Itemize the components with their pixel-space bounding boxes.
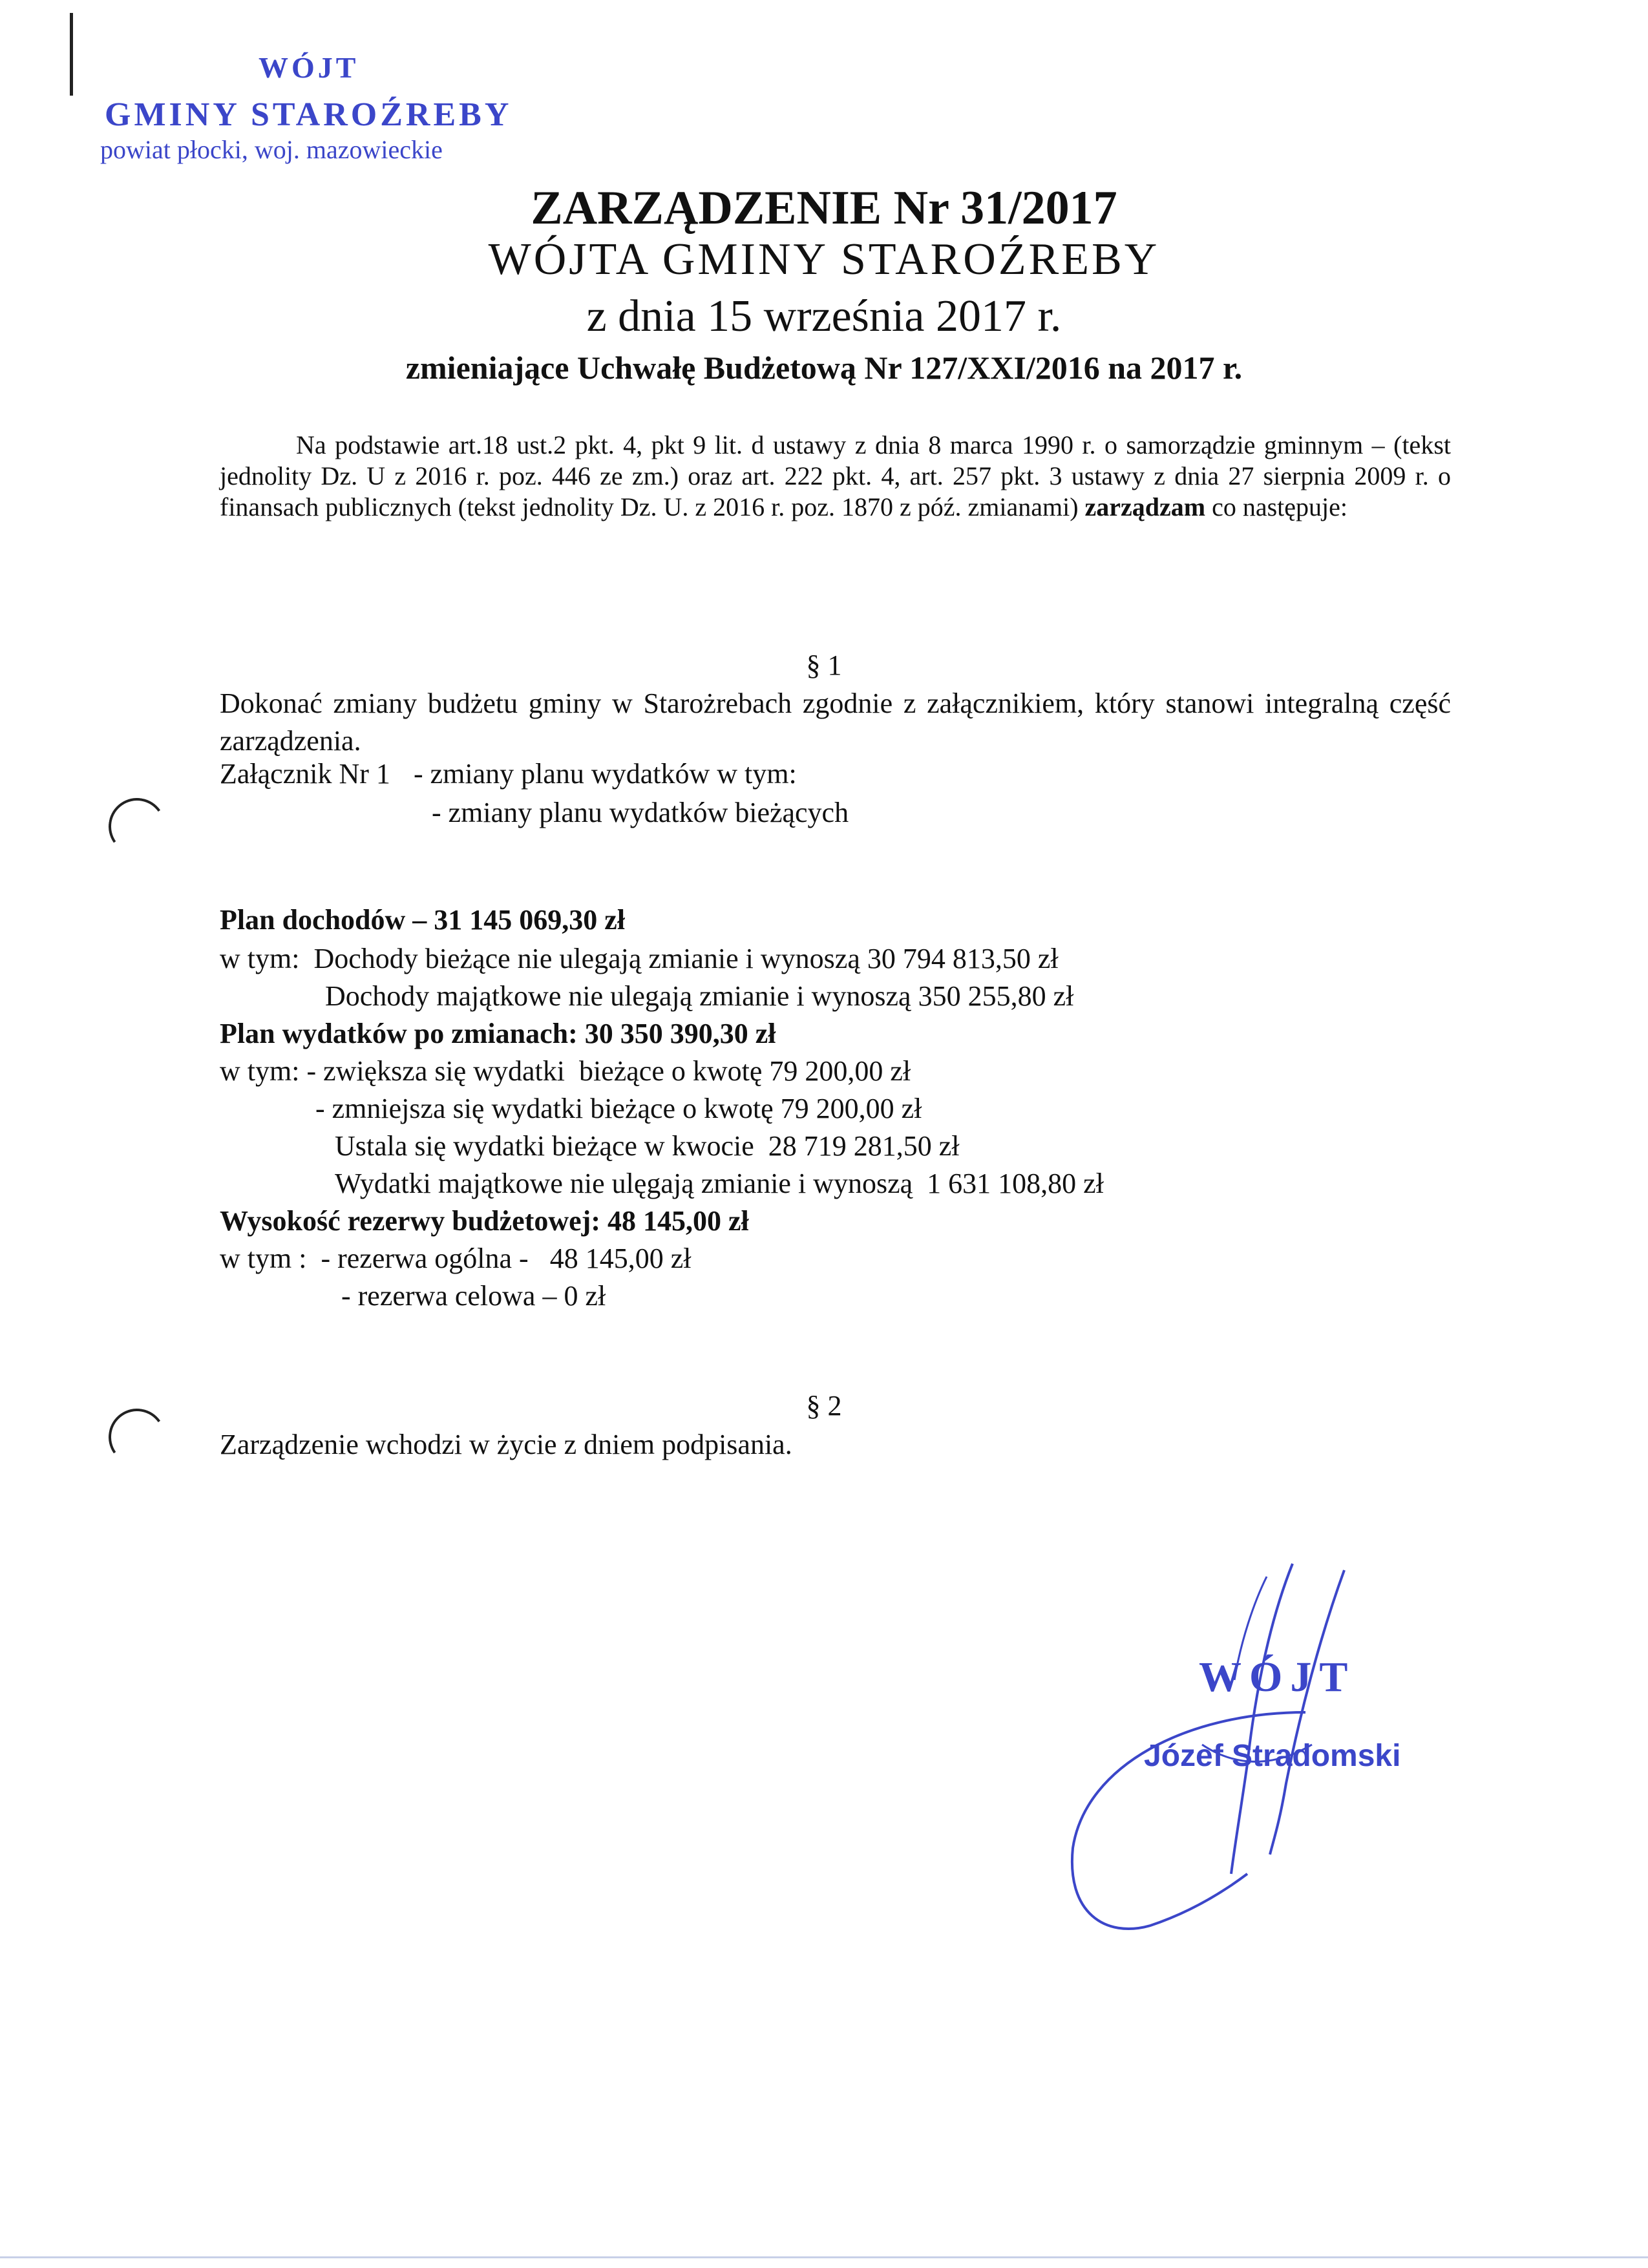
attachment-line-2: - zmiany planu wydatków bieżących — [432, 797, 849, 828]
section-1-heading: § 1 — [806, 649, 842, 681]
stamp-municipality: GMINY STAROŹREBY — [105, 96, 512, 133]
expense-line-2: - zmniejsza się wydatki bieżące o kwotę 79 200,00 zł — [315, 1093, 922, 1124]
section-2-heading: § 2 — [806, 1390, 842, 1422]
preamble-bold: zarządzam — [1084, 492, 1206, 521]
expense-line-4: Wydatki majątkowe nie ulęgają zmianie i wynoszą 1 631 108,80 zł — [335, 1168, 1104, 1199]
section-2-text: Zarządzenie wchodzi w życie z dniem podpisania. — [220, 1429, 792, 1460]
preamble-text: Na podstawie art.18 ust.2 pkt. 4, pkt 9 lit. d ustawy z dnia 8 marca 1990 r. o samorządzie gminnym – (tekst jednolity Dz. U z 2016 r. poz. 446 ze zm.) oraz art. 222 pkt. 4, art. 257 pkt. 3 ustawy z dnia 27 sierpnia 2009 r. o finansach publicznych (tekst jednolity Dz. U. z 2016 r. poz. 1870 z póź. zmianami) — [220, 430, 1451, 521]
reserve-line-1: w tym : - rezerwa ogólna - 48 145,00 zł — [220, 1243, 692, 1274]
income-heading: Plan dochodów – 31 145 069,30 zł — [220, 904, 626, 936]
attachment-line-1: - zmiany planu wydatków w tym: — [414, 758, 797, 790]
reserve-heading: Wysokość rezerwy budżetowej: 48 145,00 zł — [220, 1205, 749, 1237]
handwritten-signature — [1008, 1551, 1461, 1951]
signature-title: WÓJT — [1199, 1654, 1356, 1701]
reserve-line-2: - rezerwa celowa – 0 zł — [341, 1280, 606, 1312]
expense-line-3: Ustala się wydatki bieżące w kwocie 28 719 281,50 zł — [335, 1130, 960, 1162]
document-issuer: WÓJTA GMINY STAROŹREBY — [488, 235, 1160, 284]
preamble — [220, 430, 1451, 523]
income-line-1: w tym: Dochody bieżące nie ulegają zmianie i wynoszą 30 794 813,50 zł — [220, 943, 1059, 974]
preamble-tail: co następuje: — [1212, 492, 1348, 521]
margin-line — [70, 13, 73, 96]
signature-name: Józef Stradomski — [1144, 1739, 1401, 1773]
document-date: z dnia 15 września 2017 r. — [586, 291, 1062, 341]
expense-heading: Plan wydatków po zmianach: 30 350 390,30 zł — [220, 1018, 776, 1049]
expense-line-1: w tym: - zwiększa się wydatki bieżące o kwotę 79 200,00 zł — [220, 1055, 911, 1087]
stamp-title: WÓJT — [259, 51, 359, 84]
attachment-label: Załącznik Nr 1 — [220, 758, 390, 790]
document-subject: zmieniające Uchwałę Budżetową Nr 127/XXI/2016 na 2017 r. — [405, 350, 1243, 386]
punch-hole-top — [104, 793, 170, 859]
document-title: ZARZĄDZENIE Nr 31/2017 — [531, 182, 1117, 235]
section-1-text: Dokonać zmiany budżetu gminy w Starożrebach zgodnie z załącznikiem, który stanowi integralną część zarządzenia. — [220, 688, 1451, 757]
page-bottom-edge — [0, 2256, 1648, 2258]
income-line-2: Dochody majątkowe nie ulegają zmianie i wynoszą 350 255,80 zł — [325, 980, 1074, 1012]
stamp-district: powiat płocki, woj. mazowieckie — [100, 135, 443, 164]
